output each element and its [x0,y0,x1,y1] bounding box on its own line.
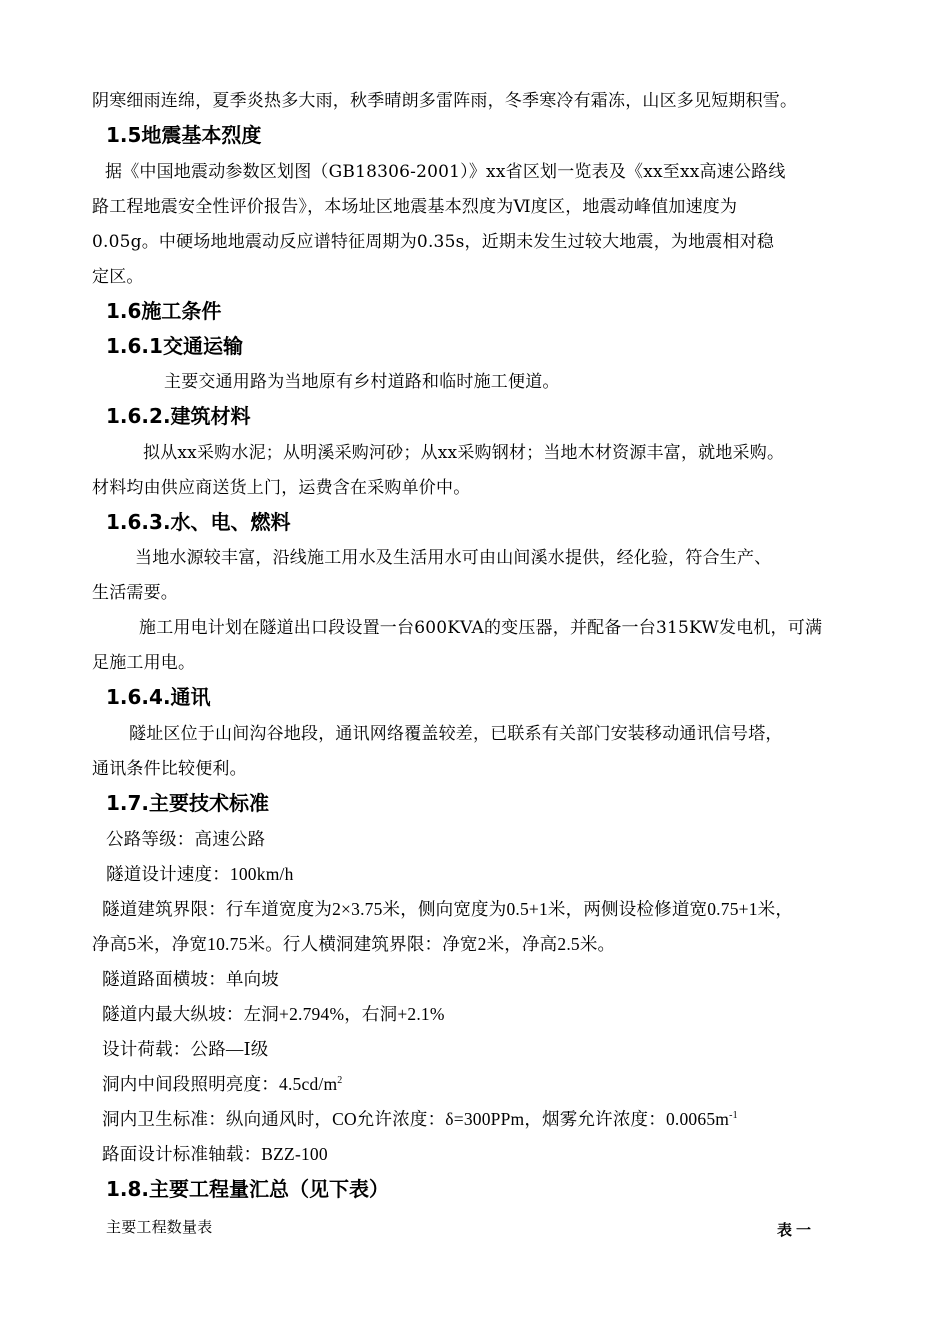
std-speed: 隧道设计速度：100km/h [106,864,294,884]
std-cross-slope: 隧道路面横坡：单向坡 [102,969,279,989]
table-caption: 主要工程数量表 [106,1218,213,1236]
water-line-2: 生活需要。 [92,583,178,603]
quake-line-3: 0.05g。中硬场地地震动反应谱特征周期为0.35s，近期未发生过较大地震，为地震相对稳 [92,232,775,252]
material-line-1: 拟从xx采购水泥；从明溪采购河砂；从xx采购钢材；当地木材资源丰富，就地采购。 [143,443,785,463]
heading-1-7: 1.7.主要技术标准 [106,791,270,815]
quake-line-2: 路工程地震安全性评价报告》，本场址区地震基本烈度为Ⅵ度区，地震动峰值加速度为 [92,197,738,217]
quake-line-1: 据《中国地震动参数区划图（GB18306-2001）》xx省区划一览表及《xx至xx高速公路线 [105,162,786,182]
power-line-2: 足施工用电。 [92,653,196,673]
heading-1-5: 1.5地震基本烈度 [106,123,262,147]
std-road-grade: 公路等级：高速公路 [106,829,266,849]
table-number: 表一 [777,1221,816,1239]
std-lighting-text: 洞内中间段照明亮度：4.5cd/m [102,1074,338,1094]
comm-line-2: 通讯条件比较便利。 [92,759,247,779]
std-clearance-2: 净高5米，净宽10.75米。行人横洞建筑界限：净宽2米，净高2.5米。 [92,934,616,954]
water-line-1: 当地水源较丰富，沿线施工用水及生活用水可由山间溪水提供，经化验，符合生产、 [135,548,772,568]
std-hygiene-sup: -1 [729,1110,738,1122]
std-hygiene-text: 洞内卫生标准：纵向通风时，CO允许浓度：δ=300PPm，烟雾允许浓度：0.0065m [102,1109,730,1129]
climate-paragraph: 阴寒细雨连绵，夏季炎热多大雨，秋季晴朗多雷阵雨，冬季寒冷有霜冻，山区多见短期积雪。 [92,91,798,111]
quake-line-4: 定区。 [92,267,144,287]
power-line-1: 施工用电计划在隧道出口段设置一台600KVA的变压器，并配备一台315KW发电机，可满 [139,618,823,638]
heading-1-6-1: 1.6.1交通运输 [106,334,243,358]
heading-1-6-3: 1.6.3.水、电、燃料 [106,510,291,534]
traffic-paragraph: 主要交通用路为当地原有乡村道路和临时施工便道。 [164,372,560,392]
heading-1-6-4: 1.6.4.通讯 [106,685,211,709]
std-lighting [102,1072,342,1096]
std-hygiene [102,1107,738,1131]
std-max-grade: 隧道内最大纵坡：左洞+2.794%，右洞+2.1% [102,1004,445,1024]
std-load: 设计荷载：公路—Ⅰ级 [102,1039,269,1059]
heading-1-6: 1.6施工条件 [106,299,222,323]
material-line-2: 材料均由供应商送货上门，运费含在采购单价中。 [92,478,471,498]
heading-1-8: 1.8.主要工程量汇总（见下表） [106,1177,390,1201]
std-lighting-sup: 2 [337,1075,343,1087]
std-clearance-1: 隧道建筑界限：行车道宽度为2×3.75米，侧向宽度为0.5+1米，两侧设检修道宽0.75+1米， [102,899,794,919]
heading-1-6-2: 1.6.2.建筑材料 [106,404,251,428]
comm-line-1: 隧址区位于山间沟谷地段，通讯网络覆盖较差，已联系有关部门安装移动通讯信号塔， [129,724,783,744]
std-axle: 路面设计标准轴载：BZZ-100 [102,1144,328,1164]
